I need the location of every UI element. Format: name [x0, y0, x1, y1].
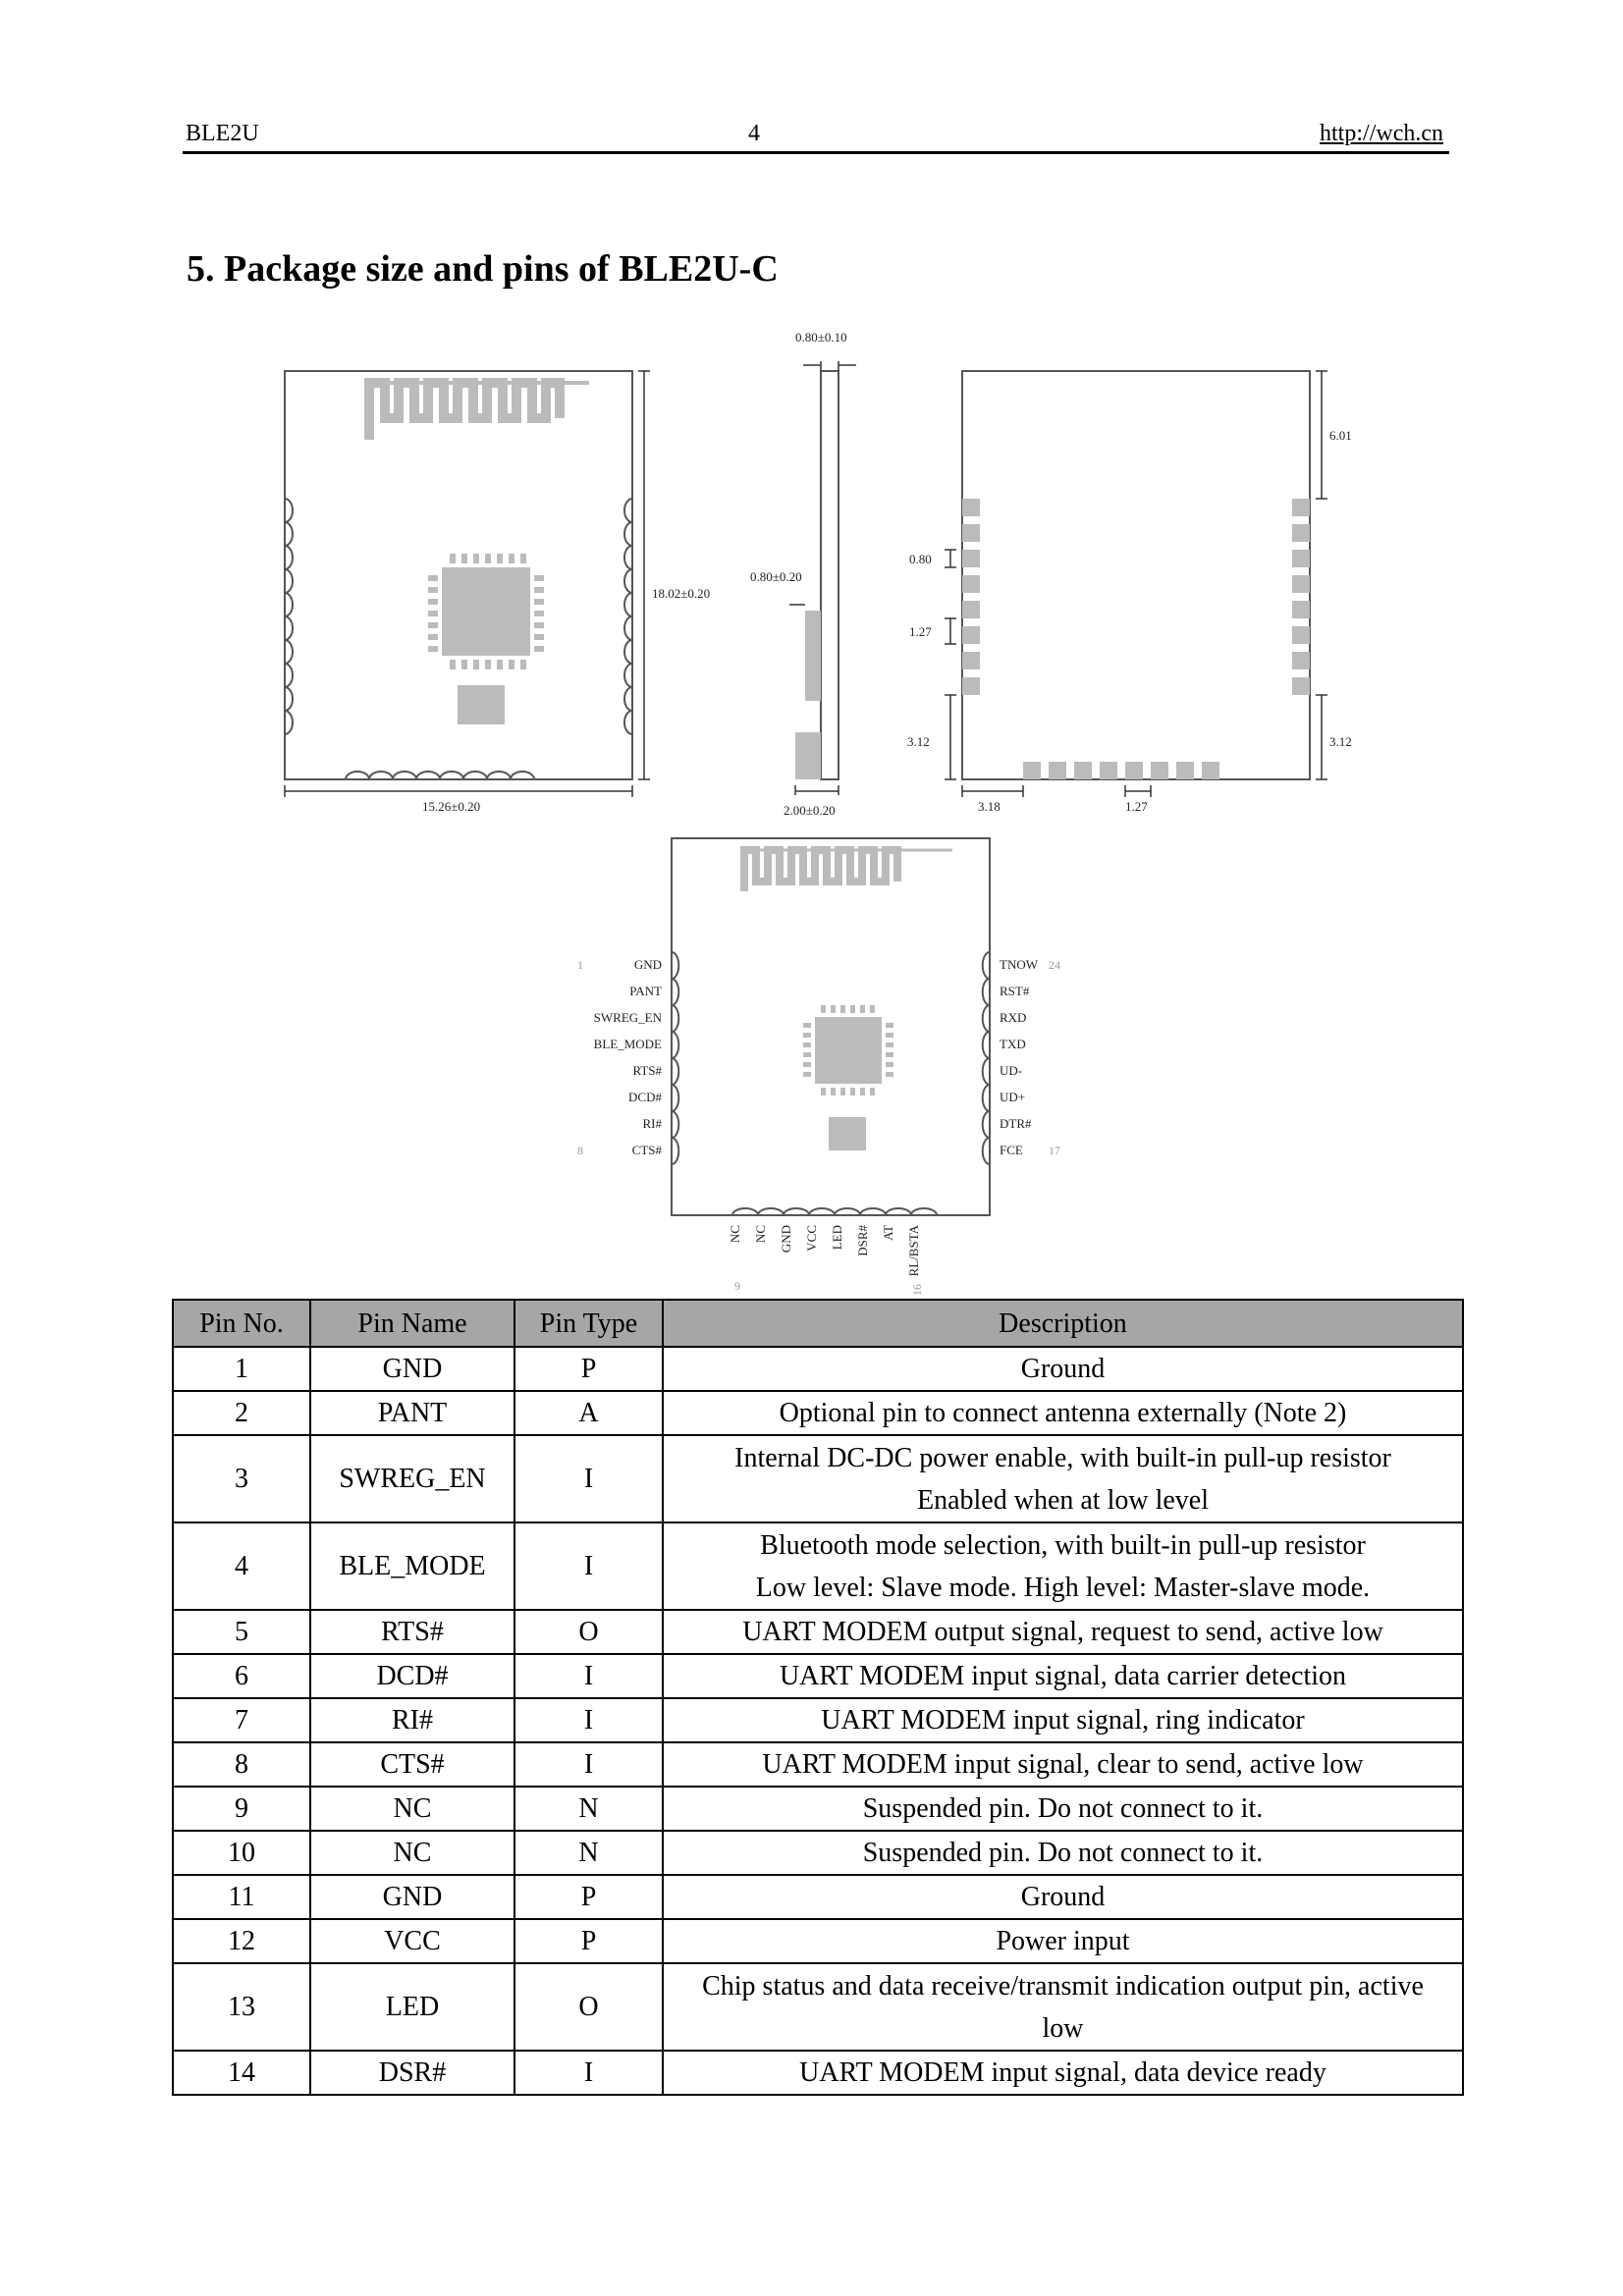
cell-description — [663, 1963, 1463, 2051]
pin-label: NC — [728, 1225, 742, 1244]
description-line: Internal DC-DC power enable, with built-in pull-up resistor — [734, 1442, 1391, 1473]
bottom-view — [907, 371, 1352, 814]
pin-number: 17 — [1049, 1144, 1060, 1157]
pin-label: VCC — [804, 1225, 819, 1252]
pin-number: 1 — [577, 958, 583, 972]
description-line: Enabled when at low level — [916, 1484, 1209, 1516]
cell-description: UART MODEM input signal, data carrier detection — [663, 1654, 1463, 1698]
description-line: low — [1042, 2012, 1084, 2044]
cell-pin-type: P — [514, 1919, 663, 1963]
table-row — [173, 1963, 1463, 2051]
cell-description — [663, 1435, 1463, 1522]
cell-pin-name: RI# — [310, 1698, 514, 1742]
pin-number: 9 — [734, 1279, 740, 1293]
table-row — [173, 1347, 1463, 1391]
cell-pin-name: NC — [310, 1787, 514, 1831]
pin-label: GND — [633, 957, 662, 972]
table-row — [173, 1435, 1463, 1522]
dim-pad-width: 0.80 — [909, 552, 932, 566]
cell-pin-name: SWREG_EN — [310, 1435, 514, 1522]
pin-label: FCE — [1000, 1143, 1023, 1157]
cell-pin-no: 6 — [173, 1654, 310, 1698]
pin-label: DCD# — [628, 1090, 662, 1104]
cell-description: Suspended pin. Do not connect to it. — [663, 1787, 1463, 1831]
pin-label: DTR# — [1000, 1116, 1032, 1131]
col-pin-name: Pin Name — [310, 1300, 514, 1347]
dim-top-offset: 6.01 — [1329, 428, 1352, 443]
cell-pin-name: DCD# — [310, 1654, 514, 1698]
cell-description: UART MODEM input signal, data device ready — [663, 2051, 1463, 2095]
pin-label: GND — [779, 1225, 793, 1254]
cell-pin-type: O — [514, 1963, 663, 2051]
cell-pin-no: 10 — [173, 1831, 310, 1875]
cell-pin-type: I — [514, 1698, 663, 1742]
cell-pin-type: I — [514, 1435, 663, 1522]
pinout-view — [577, 838, 1060, 1296]
table-row — [173, 1654, 1463, 1698]
dim-width: 15.26±0.20 — [422, 799, 481, 814]
cell-pin-no: 13 — [173, 1963, 310, 2051]
cell-pin-type: I — [514, 1654, 663, 1698]
pin-label: DSR# — [855, 1225, 870, 1256]
pin-label: LED — [830, 1225, 844, 1251]
cell-pin-type: A — [514, 1391, 663, 1435]
section-title: 5. Package size and pins of BLE2U-C — [187, 248, 779, 290]
pin-label: TNOW — [1000, 957, 1038, 972]
cell-pin-no: 12 — [173, 1919, 310, 1963]
cell-pin-type: P — [514, 1875, 663, 1919]
dim-side-b: 2.00±0.20 — [784, 803, 836, 818]
pin-label: RTS# — [632, 1063, 662, 1078]
cell-pin-no: 9 — [173, 1787, 310, 1831]
pin-label: RL/BSTA — [906, 1225, 921, 1277]
table-row — [173, 1831, 1463, 1875]
cell-pin-no: 8 — [173, 1742, 310, 1787]
cell-pin-type: I — [514, 1522, 663, 1610]
bottom-pin-labels — [728, 1224, 921, 1276]
cell-pin-no: 2 — [173, 1391, 310, 1435]
cell-pin-name: PANT — [310, 1391, 514, 1435]
cell-description: UART MODEM output signal, request to send, active low — [663, 1610, 1463, 1654]
cell-pin-type: O — [514, 1610, 663, 1654]
cell-description: Ground — [663, 1875, 1463, 1919]
cell-pin-name: GND — [310, 1875, 514, 1919]
side-view — [750, 330, 856, 818]
cell-description: UART MODEM input signal, ring indicator — [663, 1698, 1463, 1742]
dim-side-a: 0.80±0.20 — [750, 569, 802, 584]
table-row — [173, 2051, 1463, 2095]
cell-pin-name: NC — [310, 1831, 514, 1875]
cell-description — [663, 1522, 1463, 1610]
col-pin-type: Pin Type — [514, 1300, 663, 1347]
col-description: Description — [663, 1300, 1463, 1347]
pin-number: 16 — [910, 1284, 924, 1296]
cell-pin-name: BLE_MODE — [310, 1522, 514, 1610]
pin-label: NC — [753, 1225, 768, 1244]
right-pin-labels — [1000, 957, 1039, 1157]
cell-description: Ground — [663, 1347, 1463, 1391]
header-url-link[interactable]: http://wch.cn — [1320, 121, 1443, 146]
table-row — [173, 1610, 1463, 1654]
description-line: Bluetooth mode selection, with built-in pull-up resistor — [760, 1529, 1366, 1561]
header-doc-name: BLE2U — [186, 121, 259, 146]
cell-pin-no: 7 — [173, 1698, 310, 1742]
cell-pin-name: LED — [310, 1963, 514, 2051]
cell-pin-no: 1 — [173, 1347, 310, 1391]
dim-thickness: 0.80±0.10 — [795, 330, 847, 345]
pin-label: RST# — [1000, 984, 1030, 998]
pin-number: 24 — [1049, 958, 1060, 972]
pin-label: SWREG_EN — [593, 1010, 662, 1025]
left-pin-labels — [594, 957, 663, 1157]
table-row — [173, 1391, 1463, 1435]
table-header-row — [173, 1300, 1463, 1347]
cell-description: Suspended pin. Do not connect to it. — [663, 1831, 1463, 1875]
pin-label: BLE_MODE — [593, 1037, 662, 1051]
cell-pin-no: 5 — [173, 1610, 310, 1654]
pin-label: RXD — [1000, 1010, 1027, 1025]
cell-pin-name: DSR# — [310, 2051, 514, 2095]
cell-pin-type: I — [514, 1742, 663, 1787]
cell-pin-name: GND — [310, 1347, 514, 1391]
description-line: Chip status and data receive/transmit indication output pin, active — [702, 1970, 1424, 2002]
cell-pin-no: 11 — [173, 1875, 310, 1919]
table-row — [173, 1919, 1463, 1963]
pin-label: CTS# — [631, 1143, 662, 1157]
pin-table — [172, 1299, 1464, 2096]
col-pin-no: Pin No. — [173, 1300, 310, 1347]
dim-bottom-right: 3.12 — [1329, 734, 1352, 749]
table-row — [173, 1522, 1463, 1610]
page-header — [183, 116, 1449, 154]
table-row — [173, 1698, 1463, 1742]
dim-bottom-offset: 3.18 — [978, 799, 1001, 814]
top-view — [285, 371, 710, 814]
cell-pin-no: 4 — [173, 1522, 310, 1610]
cell-pin-name: VCC — [310, 1919, 514, 1963]
pin-label: AT — [881, 1225, 895, 1241]
dim-bottom-left: 3.12 — [907, 734, 930, 749]
pin-number: 8 — [577, 1144, 583, 1157]
cell-pin-type: N — [514, 1787, 663, 1831]
pin-label: RI# — [642, 1116, 662, 1131]
table-row — [173, 1875, 1463, 1919]
dim-pitch: 1.27 — [909, 624, 932, 639]
cell-pin-name: CTS# — [310, 1742, 514, 1787]
dim-bottom-pitch: 1.27 — [1125, 799, 1148, 814]
table-row — [173, 1787, 1463, 1831]
cell-pin-type: I — [514, 2051, 663, 2095]
cell-description: UART MODEM input signal, clear to send, active low — [663, 1742, 1463, 1787]
dim-height: 18.02±0.20 — [652, 586, 711, 601]
package-diagram — [245, 314, 1424, 1296]
pin-label: TXD — [1000, 1037, 1026, 1051]
cell-description: Power input — [663, 1919, 1463, 1963]
cell-pin-type: P — [514, 1347, 663, 1391]
pin-label: UD+ — [1000, 1090, 1026, 1104]
header-page-number: 4 — [748, 121, 760, 146]
pin-label: UD- — [1000, 1063, 1023, 1078]
description-line: Low level: Slave mode. High level: Master-slave mode. — [755, 1572, 1371, 1603]
cell-pin-type: N — [514, 1831, 663, 1875]
pin-label: PANT — [629, 984, 662, 998]
cell-description: Optional pin to connect antenna externally (Note 2) — [663, 1391, 1463, 1435]
cell-pin-name: RTS# — [310, 1610, 514, 1654]
cell-pin-no: 14 — [173, 2051, 310, 2095]
table-row — [173, 1742, 1463, 1787]
cell-pin-no: 3 — [173, 1435, 310, 1522]
